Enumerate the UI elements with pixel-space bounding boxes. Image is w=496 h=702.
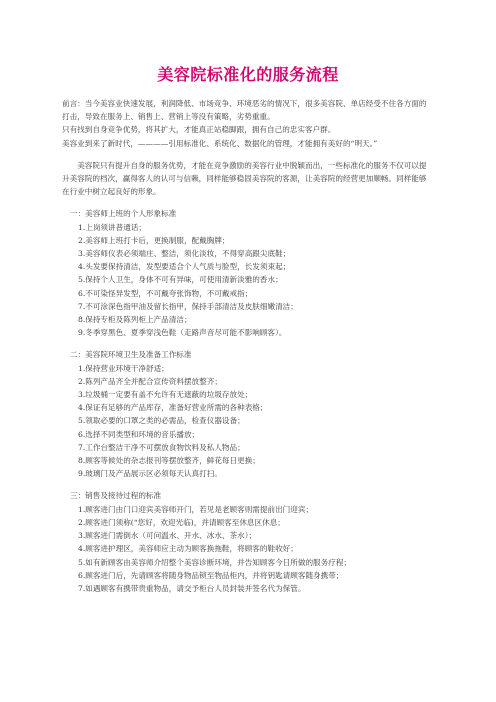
list-item: 3.美容师仪表必须端庄、整洁，须化淡妆，不得穿高跟尖底鞋； (78, 249, 291, 259)
intro-paragraph-1: 前言：当今美容业快速发展，利润降低、市场竞争、环境恶劣的情况下，很多美容院、单店经受不住各方面的打击，导致在服务上、销售上、营销上等没有策略，劣势重重。 (62, 99, 427, 122)
list-item: 7.不可涂深色指甲油及留长指甲，保持手部清洁及皮肤细嫩清洁； (78, 301, 298, 311)
section-2 (62, 348, 434, 480)
section-list (62, 503, 434, 595)
intro-paragraph-4: 美容院只有提升自身的服务优势，才能在竞争激励的美容行业中脱颖而出，一些标准化的服务不仅可以提升美容院的档次，赢得客人的认可与信赖，同样能够稳固美容院的客源，让美容院的经营更加顺畅。同样能够在行业中树立起良好的形象。 (62, 160, 427, 197)
list-item: 2.顾客进门须称(“您好，欢迎光临)，并请顾客至休息区休息； (78, 517, 285, 527)
list-item: 5.领取必要的口罩之类的必需品，检查仪器设备； (78, 416, 245, 426)
section-heading: 一：美容师上班的个人形象标准 (70, 209, 177, 219)
list-item: 9.冬季穿黑色、夏季穿浅色鞋（走路声音尽可能不影响顾客）。 (78, 328, 287, 338)
list-item: 7.工作台整洁干净不可摆放食物饮料及私人物品； (78, 442, 245, 452)
section-3 (62, 489, 434, 595)
list-item: 6.不可染怪异发型，不可戴夸张饰物，不可戴戒指； (78, 288, 253, 298)
list-item: 5.如有新顾客由美容师介绍整个美容诊断环境，并告知顾客今日所做的服务疗程； (78, 557, 352, 567)
intro-paragraph-2: 只有找到自身竞争优势，将其扩大，才能真正站稳脚跟，拥有自己的忠实客户群。 (62, 125, 336, 135)
document-body (62, 97, 434, 595)
section-heading: 三：销售及接待过程的标准 (70, 491, 162, 501)
list-item: 4.顾客进护理区，美容师应主动为顾客换拖鞋，将顾客的鞋收好； (78, 544, 298, 554)
list-item: 1.顾客进门由门口迎宾美容师开门，若见是老顾客则需提前出门迎宾； (78, 504, 314, 514)
list-item: 6.选择不同类型和环境的音乐播放； (78, 429, 200, 439)
list-item: 4.保证有足够的产品库存，准备好营业所需的各种表格； (78, 403, 268, 413)
list-item: 1.保持营业环境干净舒适； (78, 363, 169, 373)
list-item: 5.保持个人卫生，身体不可有异味，可使用清新淡雅的香水； (78, 275, 283, 285)
section-1 (62, 207, 434, 339)
list-item: 8.顾客等候处的杂志报刊等摆放整齐，鲜花每日更换； (78, 456, 260, 466)
list-item: 1.上岗须讲普通话； (78, 222, 146, 232)
section-list (62, 362, 434, 481)
list-item: 2.陈列产品齐全并配合宣传资料摆放整齐； (78, 376, 222, 386)
list-item: 4.头发要保持清洁，发型要适合个人气质与脸型，长发须束起； (78, 262, 291, 272)
section-heading: 二：美容院环境卫生及准备工作标准 (70, 350, 192, 360)
list-item: 9.玻璃门及产品展示区必须每天认真打扫。 (78, 469, 222, 479)
document-title: 美容院标准化的服务流程 (157, 65, 339, 84)
list-item: 3.顾客进门需倒水（可问温水、开水、冰水、茶水）； (78, 531, 257, 541)
list-item: 6.顾客进门后，先请顾客将随身物品锁至物品柜内，并将钥匙请顾客随身携带； (78, 570, 344, 580)
list-item: 8.保持专柜及陈列柜上产品清洁； (78, 315, 192, 325)
list-item: 7.如遇顾客有携带贵重物品，请交予柜台人员封装并签名代为保管。 (78, 583, 306, 593)
intro-paragraph-3: 美容业到来了新时代，————引用标准化、系统化、数据化的管理，才能拥有美好的“明天。” (62, 138, 378, 148)
list-item: 3.垃圾桶一定要有盖不允许有无遮蔽的垃圾存放处； (78, 390, 253, 400)
list-item: 2.美容师上班打卡后，更换制服，配戴胸牌； (78, 235, 230, 245)
section-list (62, 221, 434, 340)
